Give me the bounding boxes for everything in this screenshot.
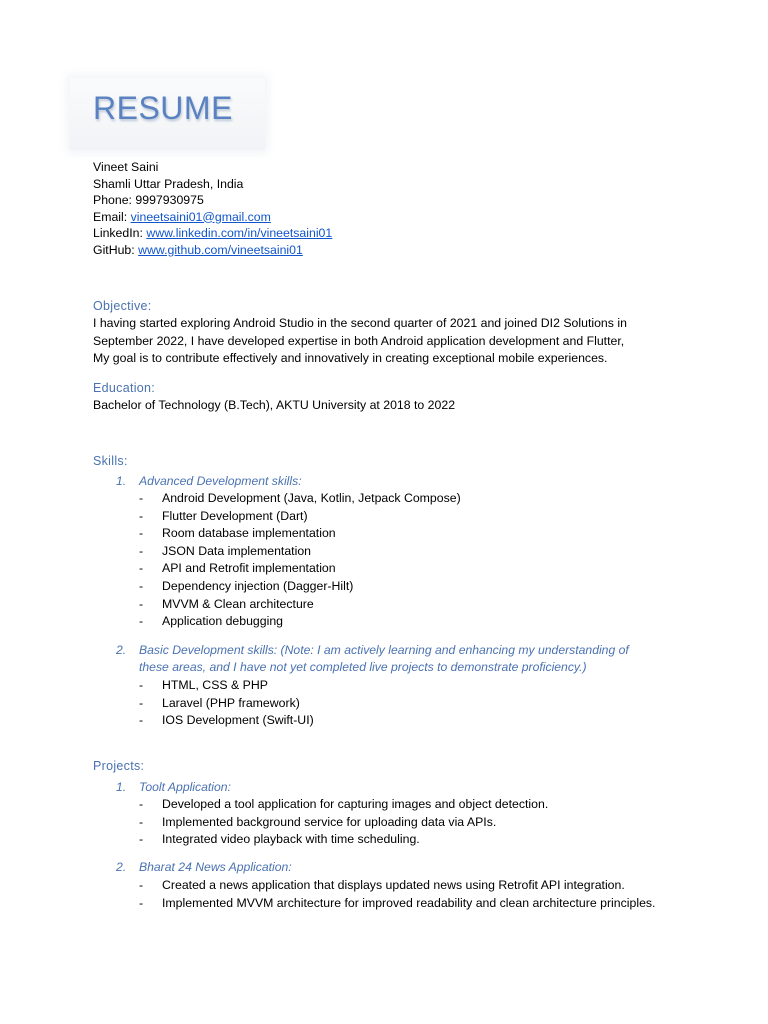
list-item-text: API and Retrofit implementation (162, 561, 336, 576)
skills-heading: Skills: (93, 454, 128, 468)
list-item-text: Android Development (Java, Kotlin, Jetpack Compose) (162, 491, 461, 505)
resume-title: RESUME (93, 90, 233, 126)
list-item (0, 895, 768, 913)
bullet-dash: - (139, 491, 144, 505)
email-label: Email: (93, 209, 131, 224)
linkedin-label: LinkedIn: (93, 226, 147, 240)
list-item-text: HTML, CSS & PHP (162, 678, 268, 692)
list-item (0, 814, 548, 832)
objective-line: I having started exploring Android Studio in the second quarter of 2021 and joined DI2 Solutions in (93, 316, 627, 330)
list-item-text: Implemented MVVM architecture for improved readability and clean architecture principles. (162, 895, 656, 910)
contact-block (93, 159, 332, 258)
list-number: 1. (116, 474, 127, 488)
project-bharat24-list (0, 877, 768, 912)
list-item (0, 677, 314, 695)
education-heading: Education: (93, 381, 156, 395)
list-item (0, 543, 461, 561)
project-bharat24-title (116, 859, 292, 876)
bullet-dash: - (139, 878, 144, 892)
list-item (0, 596, 461, 614)
education-text (93, 397, 668, 415)
bullet-dash: - (139, 832, 144, 847)
bullet-dash: - (139, 713, 144, 728)
education-line: Bachelor of Technology (B.Tech), AKTU University at 2018 to 2022 (93, 398, 456, 412)
objective-line: September 2022, I have developed expertise in both Android application development and Flutter, (93, 333, 625, 348)
phone-label: Phone: (93, 193, 136, 207)
linkedin-link[interactable]: www.linkedin.com/in/vineetsaini01 (146, 226, 333, 240)
bullet-dash: - (139, 678, 144, 692)
list-item-text: Implemented background service for uploading data via APIs. (162, 814, 497, 829)
list-item (0, 490, 461, 508)
list-item (0, 578, 461, 596)
bullet-dash: - (139, 526, 144, 541)
list-item (0, 831, 548, 849)
objective-line: My goal is to contribute effectively and innovatively in creating exceptional mobile experiences. (93, 351, 608, 366)
group-title-line: these areas, and I have not yet completed live projects to demonstrate proficiency.) (139, 660, 587, 674)
bullet-dash: - (139, 814, 144, 829)
objective-heading: Objective: (93, 299, 152, 313)
objective-text (93, 315, 668, 368)
list-item (0, 712, 314, 730)
github-label: GitHub: (93, 242, 139, 257)
list-item-text: Created a news application that displays updated news using Retrofit API integration. (162, 878, 625, 892)
project-toolt-list (0, 796, 548, 849)
bullet-dash: - (139, 508, 144, 523)
group-title-line (116, 642, 629, 659)
skills-basic-list (0, 677, 314, 730)
email-link[interactable]: vineetsaini01@gmail.com (130, 209, 271, 224)
list-item-text: Dependency injection (Dagger-Hilt) (162, 578, 354, 593)
list-item (0, 695, 314, 713)
bullet-dash: - (139, 578, 144, 593)
contact-name: Vineet Saini (93, 160, 159, 174)
projects-heading: Projects: (93, 759, 145, 773)
list-item-text: JSON Data implementation (162, 543, 311, 558)
list-item-text: MVVM & Clean architecture (162, 596, 314, 611)
contact-linkedin-row (93, 225, 332, 242)
list-item-text: Integrated video playback with time scheduling. (162, 832, 420, 847)
group-title: Advanced Development skills: (139, 474, 302, 488)
contact-phone-row (93, 192, 332, 209)
contact-github-row (93, 242, 332, 259)
skills-advanced-list (0, 490, 461, 631)
contact-location: Shamli Uttar Pradesh, India (93, 176, 244, 191)
list-item-text: Laravel (PHP framework) (162, 695, 300, 710)
skills-group-advanced-title (116, 473, 302, 490)
contact-email-row (93, 209, 332, 226)
project-toolt-title (116, 779, 231, 796)
list-number: 2. (116, 860, 127, 874)
bullet-dash: - (139, 543, 144, 558)
list-item-text: Flutter Development (Dart) (162, 508, 308, 523)
list-item (0, 508, 461, 526)
list-item (0, 877, 768, 895)
list-item-text: IOS Development (Swift-UI) (162, 713, 314, 728)
list-item (0, 613, 461, 631)
bullet-dash: - (139, 695, 144, 710)
bullet-dash: - (139, 596, 144, 611)
list-item (0, 560, 461, 578)
skills-group-basic-title (116, 642, 629, 676)
bullet-dash: - (139, 895, 144, 910)
list-number: 1. (116, 780, 127, 794)
list-item-text: Application debugging (162, 614, 284, 629)
list-item-text: Room database implementation (162, 526, 336, 541)
group-title: Basic Development skills: (Note: I am actively learning and enhancing my understanding of (139, 643, 629, 657)
list-item-text: Developed a tool application for capturing images and object detection. (162, 797, 549, 811)
list-number: 2. (116, 643, 127, 657)
group-title: Toolt Application: (139, 780, 231, 794)
group-title: Bharat 24 News Application: (139, 860, 292, 874)
bullet-dash: - (139, 797, 144, 811)
bullet-dash: - (139, 561, 144, 576)
bullet-dash: - (139, 614, 144, 629)
phone-value: 9997930975 (135, 193, 204, 207)
list-item (0, 525, 461, 543)
list-item (0, 796, 548, 814)
github-link[interactable]: www.github.com/vineetsaini01 (138, 242, 303, 257)
